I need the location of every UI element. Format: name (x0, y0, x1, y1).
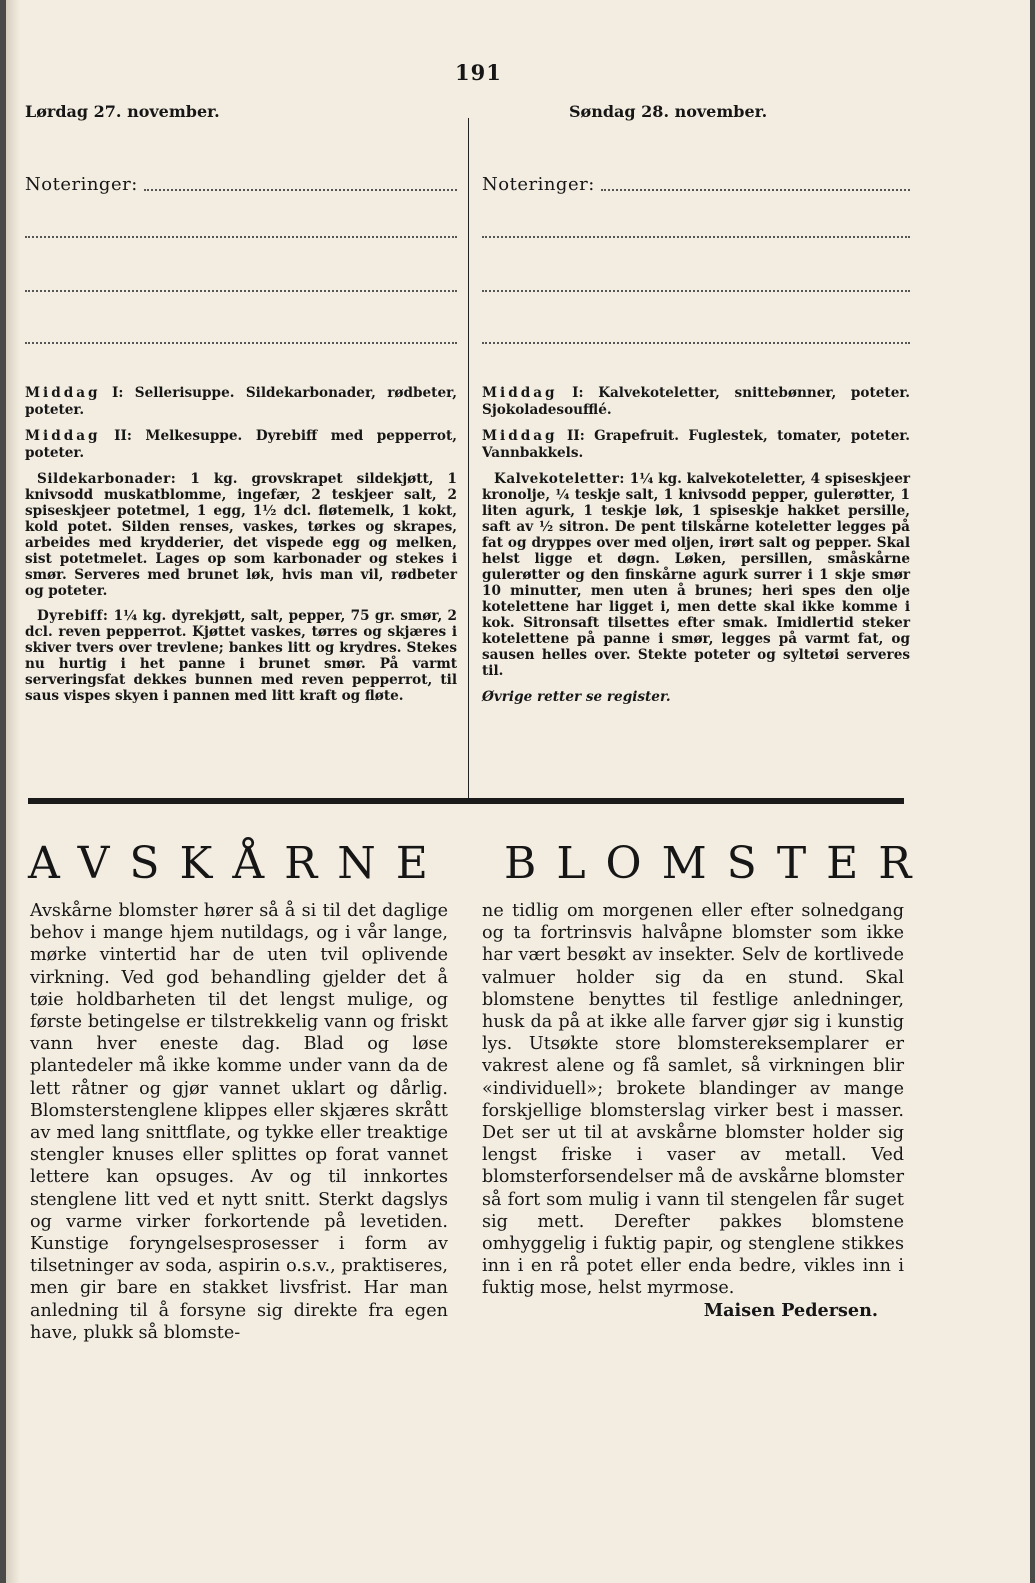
day-heading-saturday: Lørdag 27. november. (25, 102, 220, 121)
page-number: 191 (455, 60, 502, 85)
menu-dinner-1: Middag I: Sellerisuppe. Sildekarbonader, rødbeter, poteter. (25, 385, 457, 418)
recipe-dyrebiff: Dyrebiff: 1¼ kg. dyrekjøtt, salt, pepper, 75 gr. smør, 2 dcl. reven pepperrot. Kjøttet vaskes, tørres og skjæres i skiver tvers over trevlene; bankes litt og krydres. Stekes nu hurtig i het panne i brunet smør. På varmt serveringsfat dekkes bunnen med reven pepperrot, til saus vispes skyen i pannen med litt kraft og fløte. (25, 608, 457, 704)
notes-blank-line (25, 290, 457, 292)
recipe-sildekarbonader: Sildekarbonader: 1 kg. grovskrapet sildekjøtt, 1 knivsodd muskatblomme, ingefær, 2 teskjeer salt, 2 spiseskjeer potetmel, 1 egg, 1½ dcl. fløtemelk, 1 kokt, kold potet. Silden renses, vaskes, tørkes og skrapes, arbeides med krydderier, det vispede egg og melken, sist potetmelet. Lages op som karbonader og stekes i smør. Serveres med brunet løk, hvis man vil, rødbeter og poteter. (25, 471, 457, 599)
register-note: Øvrige retter se register. (482, 689, 671, 705)
notes-dots (144, 174, 457, 191)
menu-sunday (482, 385, 910, 714)
menu-dinner-2: Middag II: Grapefruit. Fuglestek, tomater, poteter. Vannbakkels. (482, 428, 911, 461)
notes-line-sunday (482, 174, 910, 195)
section-divider-rule (28, 798, 904, 804)
notes-blank-line (25, 236, 457, 238)
left-column (25, 0, 457, 800)
article-column-1 (30, 900, 448, 1344)
recipe-kalvekoteletter: Kalvekoteletter: 1¼ kg. kalvekoteletter, 4 spiseskjeer kronolje, ¼ teskje salt, 1 knivsodd pepper, gulerøtter, 1 liten agurk, 1 teskje løk, 1 spiseskje hakket persille, saft av ½ sitron. De pent tilskårne koteletter legges på fat og dryppes over med oljen, irørt salt og pepper. Skal helst ligge et døgn. Løken, persillen, småskårne gulerøtter og den finskårne agurk surrer i 1 skje smør 10 minutter, men uten å brunes; heri spes den olje kotelettene har ligget i, men dette skal ikke komme i kok. Sitronsaft tilsettes efter smak. Imidlertid steker kotelettene på panne i smør, legges på varmt fat, og sausen helles over. Stekte poteter og syltetøi serveres til. (482, 471, 910, 679)
article-signature: Maisen Pedersen. (703, 1299, 878, 1321)
day-heading-sunday: Søndag 28. november. (569, 102, 768, 121)
notes-label: Noteringer: (482, 174, 595, 195)
article-text: Avskårne blomster hører så å si til det daglige behov i mange hjem nutildags, og i vår lange, mørke vintertid har de uten tvil oplivende virkning. Ved god behandling gjelder det å tøie holdbarheten til det lengst mulige, og første betingelse er tilstrekkelig vann og friskt vann hver eneste dag. Blad og løse plantedeler må ikke komme under vann da de lett råtner og gjør vannet uklart og dårlig. Blomsterstenglene klippes eller skjæres skrått av med lang snittflate, og tykke eller treaktige stengler knuses eller splittes op forat vannet lettere kan opsuges. Av og til innkortes stenglene litt ved et nytt snitt. Sterkt dagslys og varme virker forkortende på levetiden. Kunstige foryngelsesprosesser i form av tilsetninger av soda, aspirin o.s.v., praktiseres, men gir bare en stakket livsfrist. Har man anledning til å forsyne sig direkte fra egen have, plukk så blomste- (30, 901, 448, 1343)
notes-blank-line (482, 342, 910, 344)
page-edge-shadow (6, 0, 20, 1583)
notes-blank-line (25, 342, 457, 344)
notes-blank-line (482, 236, 910, 238)
column-divider (468, 118, 469, 798)
notes-label: Noteringer: (25, 174, 138, 195)
article-column-2 (482, 900, 904, 1322)
article-title-left: AVSKÅRNE (28, 838, 448, 889)
notes-dots (601, 174, 910, 191)
notes-blank-line (482, 290, 910, 292)
article-text: ne tidlig om morgenen eller efter solnedgang og ta fortrinsvis halvåpne blomster som ikke har vært besøkt av insekter. Selv de kortlivede valmuer holder sig da en stund. Skal blomstene benyttes til festlige anledninger, husk da på at ikke alle farver gjør sig i kunstig lys. Utsøkte store blomstereksemplarer er vakrest alene og få samlet, så virkningen blir «individuell»; brokete blandinger av mange forskjellige blomsterslag virker best i masser. Det ser ut til at avskårne blomster holder sig lengst friske i vaser av metall. Ved blomsterforsendelser må de avskårne blomster så fort som mulig i vann til stengelen får suget sig mett. Derefter pakkes blomstene omhyggelig i fuktig papir, og stenglene stikkes inn i en rå potet eller enda bedre, vikles inn i fuktig mose, helst myrmose. (482, 901, 904, 1299)
menu-saturday (25, 385, 457, 713)
menu-dinner-1: Middag I: Kalvekoteletter, snittebønner, poteter. Sjokoladesoufflé. (482, 385, 910, 418)
menu-dinner-2: Middag II: Melkesuppe. Dyrebiff med pepperrot, poteter. (25, 428, 458, 461)
notes-line-saturday (25, 174, 457, 195)
right-column (482, 0, 910, 800)
page (6, 0, 1030, 1583)
article-title-right: BLOMSTER (504, 838, 932, 889)
